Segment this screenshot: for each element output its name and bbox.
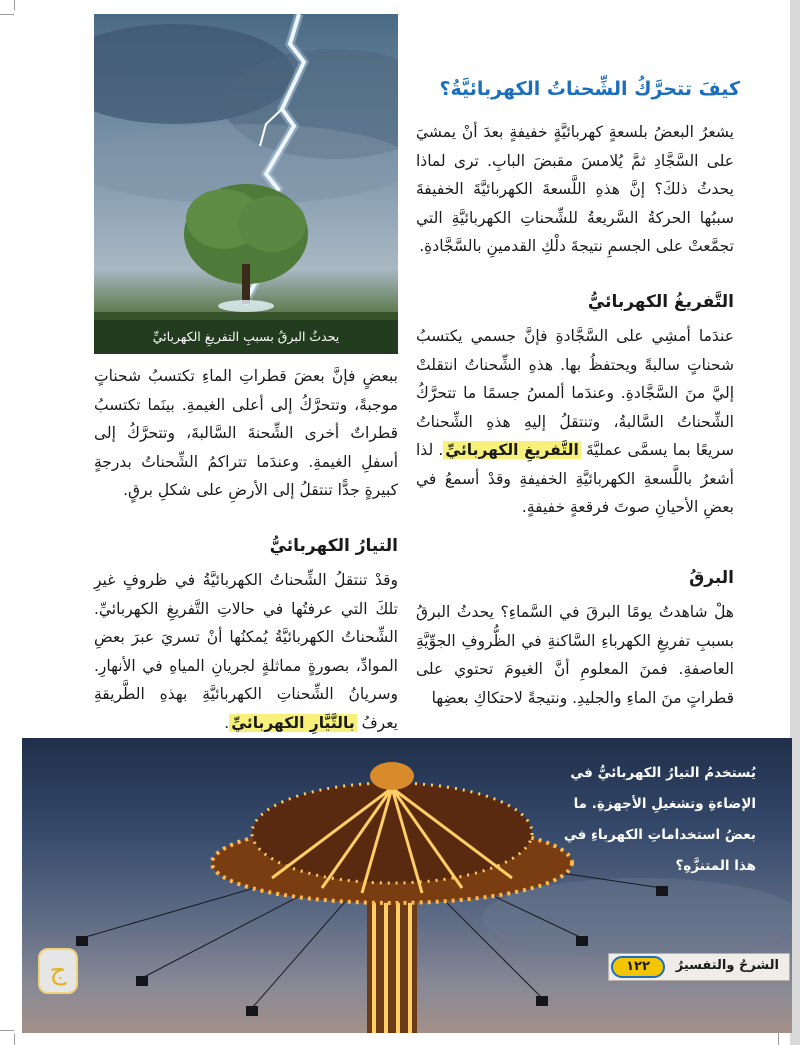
lightning-illustration xyxy=(94,14,398,354)
highlight-term-discharge: التَّفريغِ الكهربائيِّ xyxy=(445,441,579,459)
discharge-text-end: . لذا أشعرُ باللَّسعةِ الكهربائيَّةِ الخفيفةِ وقدْ أسمعُ في بعضِ الأحيانِ صوتَ فرقعةٍ خفيفةٍ. xyxy=(416,441,734,516)
crop-mark xyxy=(0,14,14,15)
photo-caption: يحدثُ البرقُ بسببِ التفريغِ الكهربائيِّ xyxy=(94,320,398,354)
highlight-term-current: بالتَّيَّارِ الكهربائيِّ xyxy=(231,713,355,732)
crop-mark xyxy=(14,1034,15,1045)
crop-mark xyxy=(778,1032,779,1045)
discharge-text-start: عندَما أمشِي على السَّجَّادةِ فإنَّ جسمي يكتسبُ شحناتٍ سالبةً ويحتفظُ بها. هذهِ الشِّحناتُ انتقلتْ إليَّ منَ السَّجَّادةِ. وعندَما ألمسُ جسمًا ما تتحرَّكُ الشِّحناتُ السَّالبةُ، وتنتقلُ إليهِ هذهِ الشِّحناتُ سريعًا بما يسمَّى عمليَّةَ xyxy=(416,327,734,459)
section-heading-current: التيارُ الكهربائيُّ xyxy=(269,536,398,556)
footer-section-label: الشرحُ والتفسيرُ xyxy=(675,958,779,973)
photo-question: يُستخدمُ التيارُ الكهربائيُّ في الإضاءةِ وتشغيلِ الأجهزةِ. ما بعضُ استخداماتِ الكهرباءِ في هذا المتنزَّهِ؟ xyxy=(563,765,756,874)
current-text-end: . xyxy=(224,713,230,732)
lightning-paragraph: هلْ شاهدتُ يومًا البرقَ في السَّماءِ؟ يحدثُ البرقُ بسببِ تفريغِ الكهرباءِ السَّاكنةِ في الظُّروفِ الجوِّيَّةِ العاصفةِ. فمنَ المعلومِ أنَّ الغيومَ تحتوي على قطراتٍ منَ الماءِ والجليدِ. ونتيجةً لاحتكاكِ بعضِها xyxy=(416,603,734,707)
carousel-photo xyxy=(22,738,792,1033)
lightning-paragraph-continued: ببعضٍ فإنَّ بعضَ قطراتِ الماءِ تكتسبُ شحناتٍ موجبةً، وتتحرَّكُ إلى أعلى الغيمةِ. بينَما تكتسبُ قطراتٌ أخرى الشِّحنةَ السَّالبةَ، وتتحرَّكُ إلى أسفلِ الغيمةِ. وعندَما تتراكمُ الشِّحناتُ بدرجةٍ كبيرةٍ جدًّا تنتقلُ إلى الأرضِ على شكلِ برقٍ. xyxy=(94,367,398,499)
section-heading-discharge: التَّفريغُ الكهربائيُّ xyxy=(587,292,734,312)
lightning-photo xyxy=(94,14,398,354)
footer-section-tab xyxy=(608,953,790,981)
publisher-logo: ج xyxy=(38,948,78,994)
intro-paragraph: يشعرُ البعضُ بلسعةٍ كهربائيَّةٍ خفيفةٍ بعدَ أنْ يمشيَ على السَّجَّادِ ثمَّ يُلامسَ مقبضَ البابِ. ترى لماذا يحدثُ ذلكَ؟ إنَّ هذهِ اللَّسعةَ الكهربائيَّةَ الخفيفةَ سببُها الحركةُ السَّريعةُ للشِّحناتِ الكهربائيَّةِ التي تجمَّعتْ على الجسمِ نتيجةَ دلْكِ القدمينِ بالسَّجَّادةِ. xyxy=(416,123,734,255)
crop-mark xyxy=(0,1030,14,1031)
current-paragraph xyxy=(94,566,398,737)
discharge-paragraph xyxy=(416,322,734,522)
page-title: كيفَ تتحرَّكُ الشِّحناتُ الكهربائيَّةُ؟ xyxy=(439,78,740,100)
page-number: ١٢٢ xyxy=(611,956,665,978)
section-heading-lightning: البرقُ xyxy=(689,568,734,588)
current-text-start: وقدْ تنتقلُ الشِّحناتُ الكهربائيَّةُ في ظروفٍ غيرِ تلكَ التي عرفتُها في حالاتِ التَّفريغِ الكهربائيِّ. الشِّحناتُ الكهربائيَّةُ يُمكنُها أنْ تسريَ عبرَ بعضِ الموادِّ، بصورةٍ مماثلةٍ لجريانِ المياهِ في الأنهارِ. وسريانُ الشِّحناتِ الكهربائيَّةِ بهذهِ الطَّريقةِ يعرفُ xyxy=(94,571,398,732)
crop-mark xyxy=(14,0,15,10)
